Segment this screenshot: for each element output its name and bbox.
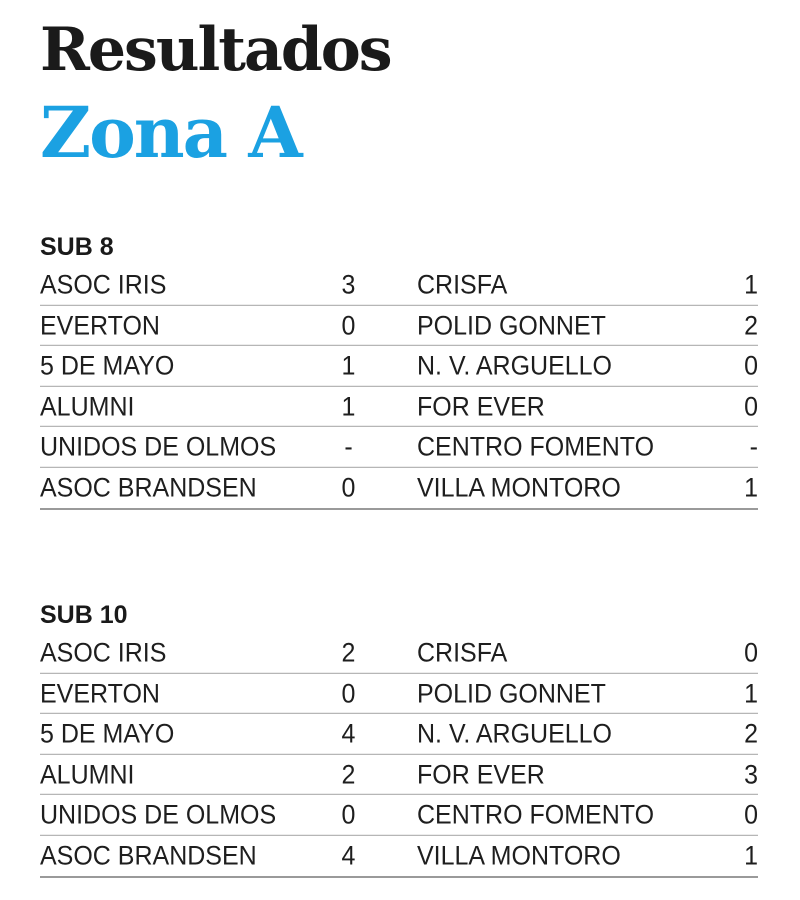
home-team: EVERTON (40, 310, 160, 341)
home-team: 5 DE MAYO (40, 719, 175, 750)
away-team: CRISFA (417, 270, 508, 301)
home-score: 0 (341, 472, 356, 503)
away-score: 0 (744, 638, 758, 669)
home-team: ASOC BRANDSEN (40, 840, 257, 871)
home-team: ALUMNI (40, 391, 135, 422)
away-team: CENTRO FOMENTO (417, 800, 655, 831)
match-row (40, 466, 758, 509)
zone-title: Zona A (40, 91, 301, 174)
match-row (40, 834, 758, 877)
away-score: 1 (744, 472, 758, 503)
away-team: VILLA MONTORO (417, 840, 621, 871)
away-team: N. V. ARGUELLO (417, 719, 612, 750)
away-score: 1 (744, 678, 758, 709)
match-row (40, 385, 758, 428)
match-row (40, 265, 758, 307)
home-score: 1 (341, 351, 356, 382)
away-team: POLID GONNET (417, 678, 606, 709)
home-team: UNIDOS DE OLMOS (40, 432, 277, 463)
away-score: 3 (744, 759, 758, 790)
home-team: ASOC IRIS (40, 638, 167, 669)
match-row (40, 794, 758, 837)
home-score: 2 (341, 638, 356, 669)
away-team: FOR EVER (417, 391, 545, 422)
home-score: 1 (341, 391, 356, 422)
away-team: N. V. ARGUELLO (417, 351, 612, 382)
home-score: 4 (341, 719, 356, 750)
home-score: 2 (341, 759, 356, 790)
match-row (40, 345, 758, 388)
match-row (40, 633, 758, 675)
away-score: 2 (744, 310, 758, 341)
away-team: FOR EVER (417, 759, 545, 790)
away-score: 1 (744, 840, 758, 871)
results-table (40, 266, 758, 510)
away-team: VILLA MONTORO (417, 472, 621, 503)
home-team: 5 DE MAYO (40, 351, 175, 382)
home-team: ASOC BRANDSEN (40, 472, 257, 503)
away-score: - (749, 432, 758, 463)
match-row (40, 753, 758, 796)
away-score: 1 (744, 270, 758, 301)
home-team: ALUMNI (40, 759, 135, 790)
results-section-sub8 (40, 228, 758, 510)
home-score: 0 (341, 310, 356, 341)
home-score: 0 (341, 800, 356, 831)
match-row (40, 304, 758, 347)
away-team: CENTRO FOMENTO (417, 432, 655, 463)
results-table (40, 634, 758, 878)
section-title: SUB 8 (40, 233, 114, 261)
home-team: EVERTON (40, 678, 160, 709)
results-section-sub10 (40, 596, 758, 878)
home-team: ASOC IRIS (40, 270, 167, 301)
match-row (40, 713, 758, 756)
away-score: 0 (744, 351, 758, 382)
home-score: - (344, 432, 353, 463)
match-row (40, 672, 758, 715)
section-title: SUB 10 (40, 601, 128, 629)
home-team: UNIDOS DE OLMOS (40, 800, 277, 831)
away-score: 2 (744, 719, 758, 750)
away-team: CRISFA (417, 638, 508, 669)
page-title: Resultados (40, 15, 391, 85)
match-row (40, 426, 758, 469)
home-score: 3 (341, 270, 356, 301)
away-score: 0 (744, 800, 758, 831)
away-score: 0 (744, 391, 758, 422)
home-score: 4 (341, 840, 356, 871)
home-score: 0 (341, 678, 356, 709)
away-team: POLID GONNET (417, 310, 606, 341)
